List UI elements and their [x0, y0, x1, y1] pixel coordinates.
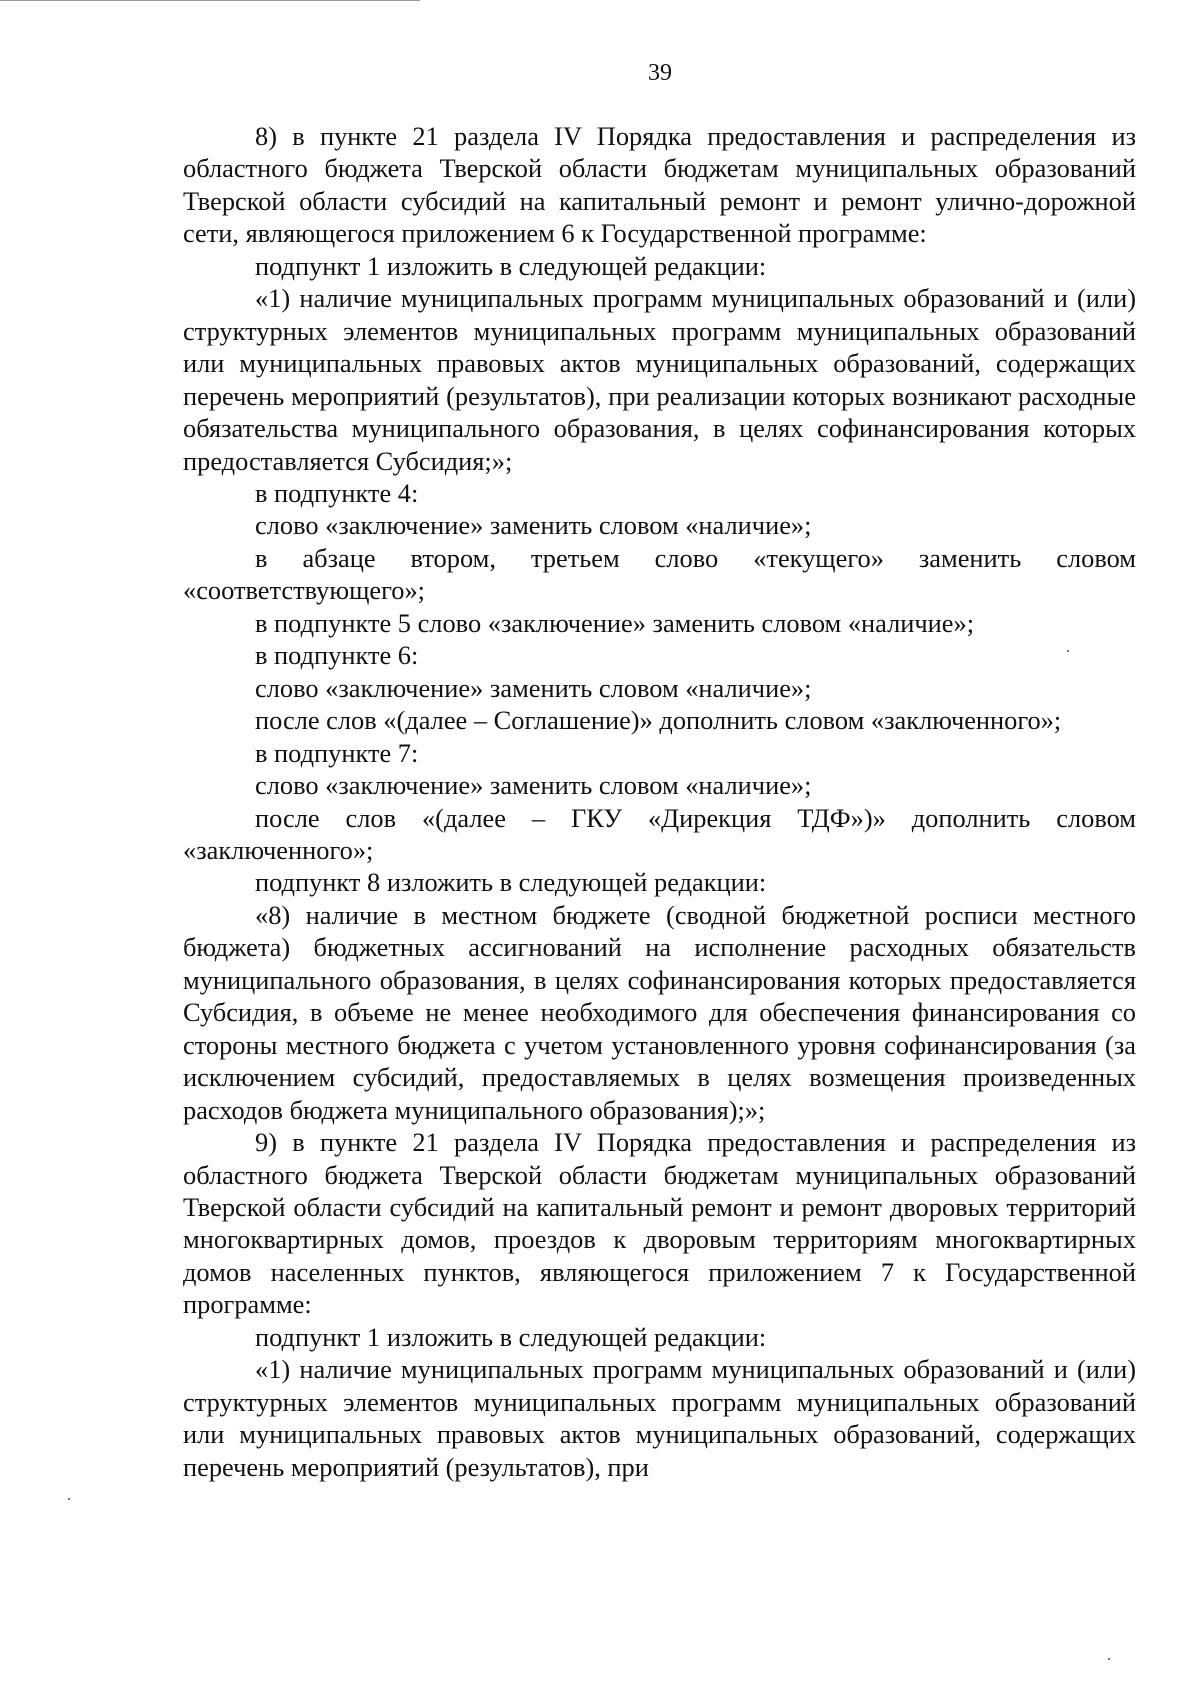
paragraph-item-9: 9) в пункте 21 раздела IV Порядка предоставления и распределения из областного бюджета Тверской области бюджетам муниципальных образований Тверской области субсидий на капитальный ремонт и ремонт дворовых территорий многоквартирных домов, проездов к дворовым территориям многоквартирных домов населенных пунктов, являющегося приложением 7 к Государственной программе: [183, 1127, 1136, 1320]
scan-speck [1108, 1658, 1110, 1660]
paragraph-subpoint-4-heading: в подпункте 4: [255, 477, 419, 508]
paragraph-subpoint-1-text: «1) наличие муниципальных программ муниципальных образований и (или) структурных элементов муниципальных программ муниципальных образований или муниципальных правовых актов муниципальных образований, содержащих перечень мероприятий (результатов), при реализации которых возникают расходные обязательства муниципального образования, в целях софинансирования которых предоставляется Субсидия;»; [183, 283, 1136, 476]
paragraph-item-9-subpoint-1-heading: подпункт 1 изложить в следующей редакции: [255, 1321, 767, 1352]
paragraph-subpoint-4-change-1: слово «заключение» заменить словом «наличие»; [255, 510, 812, 541]
scan-speck [1067, 650, 1069, 652]
paragraph-item-8: 8) в пункте 21 раздела IV Порядка предоставления и распределения из областного бюджета Тверской области бюджетам муниципальных образований Тверской области субсидий на капитальный ремонт и ремонт улично-дорожной сети, являющегося приложением 6 к Государственной программе: [183, 121, 1136, 249]
scan-edge-line [0, 0, 420, 1]
paragraph-subpoint-8-heading: подпункт 8 изложить в следующей редакции: [255, 867, 767, 898]
page-number: 39 [648, 60, 672, 86]
paragraph-subpoint-7-heading: в подпункте 7: [255, 737, 419, 768]
paragraph-subpoint-7-change-1: слово «заключение» заменить словом «наличие»; [255, 770, 812, 801]
paragraph-subpoint-6-heading: в подпункте 6: [255, 640, 419, 671]
scan-speck [68, 1498, 70, 1500]
paragraph-subpoint-4-change-2: в абзаце втором, третьем слово «текущего» заменить словом «соответствующего»; [183, 542, 1136, 606]
document-body [183, 120, 1136, 1483]
paragraph-subpoint-7-change-2: после слов «(далее – ГКУ «Дирекция ТДФ»)» дополнить словом «заключенного»; [183, 802, 1136, 865]
paragraph-subpoint-6-change-2: после слов «(далее – Соглашение)» дополнить словом «заключенного»; [255, 705, 1062, 736]
paragraph-subpoint-8-text: «8) наличие в местном бюджете (сводной бюджетной росписи местного бюджета) бюджетных ассигнований на исполнение расходных обязательств муниципального образования, в целях софинансирования которых предоставляется Субсидия, в объеме не менее необходимого для обеспечения финансирования со стороны местного бюджета с учетом установленного уровня софинансирования (за исключением субсидий, предоставляемых в целях возмещения произведенных расходов бюджета муниципального образования);»; [183, 899, 1136, 1125]
paragraph-subpoint-6-change-1: слово «заключение» заменить словом «наличие»; [255, 672, 812, 703]
paragraph-subpoint-1-heading: подпункт 1 изложить в следующей редакции: [255, 250, 767, 281]
paragraph-subpoint-5: в подпункте 5 слово «заключение» заменить словом «наличие»; [255, 607, 975, 638]
paragraph-item-9-subpoint-1-text: «1) наличие муниципальных программ муниципальных образований и (или) структурных элементов муниципальных программ муниципальных образований или муниципальных правовых актов муниципальных образований, содержащих перечень мероприятий (результатов), при [183, 1354, 1136, 1482]
